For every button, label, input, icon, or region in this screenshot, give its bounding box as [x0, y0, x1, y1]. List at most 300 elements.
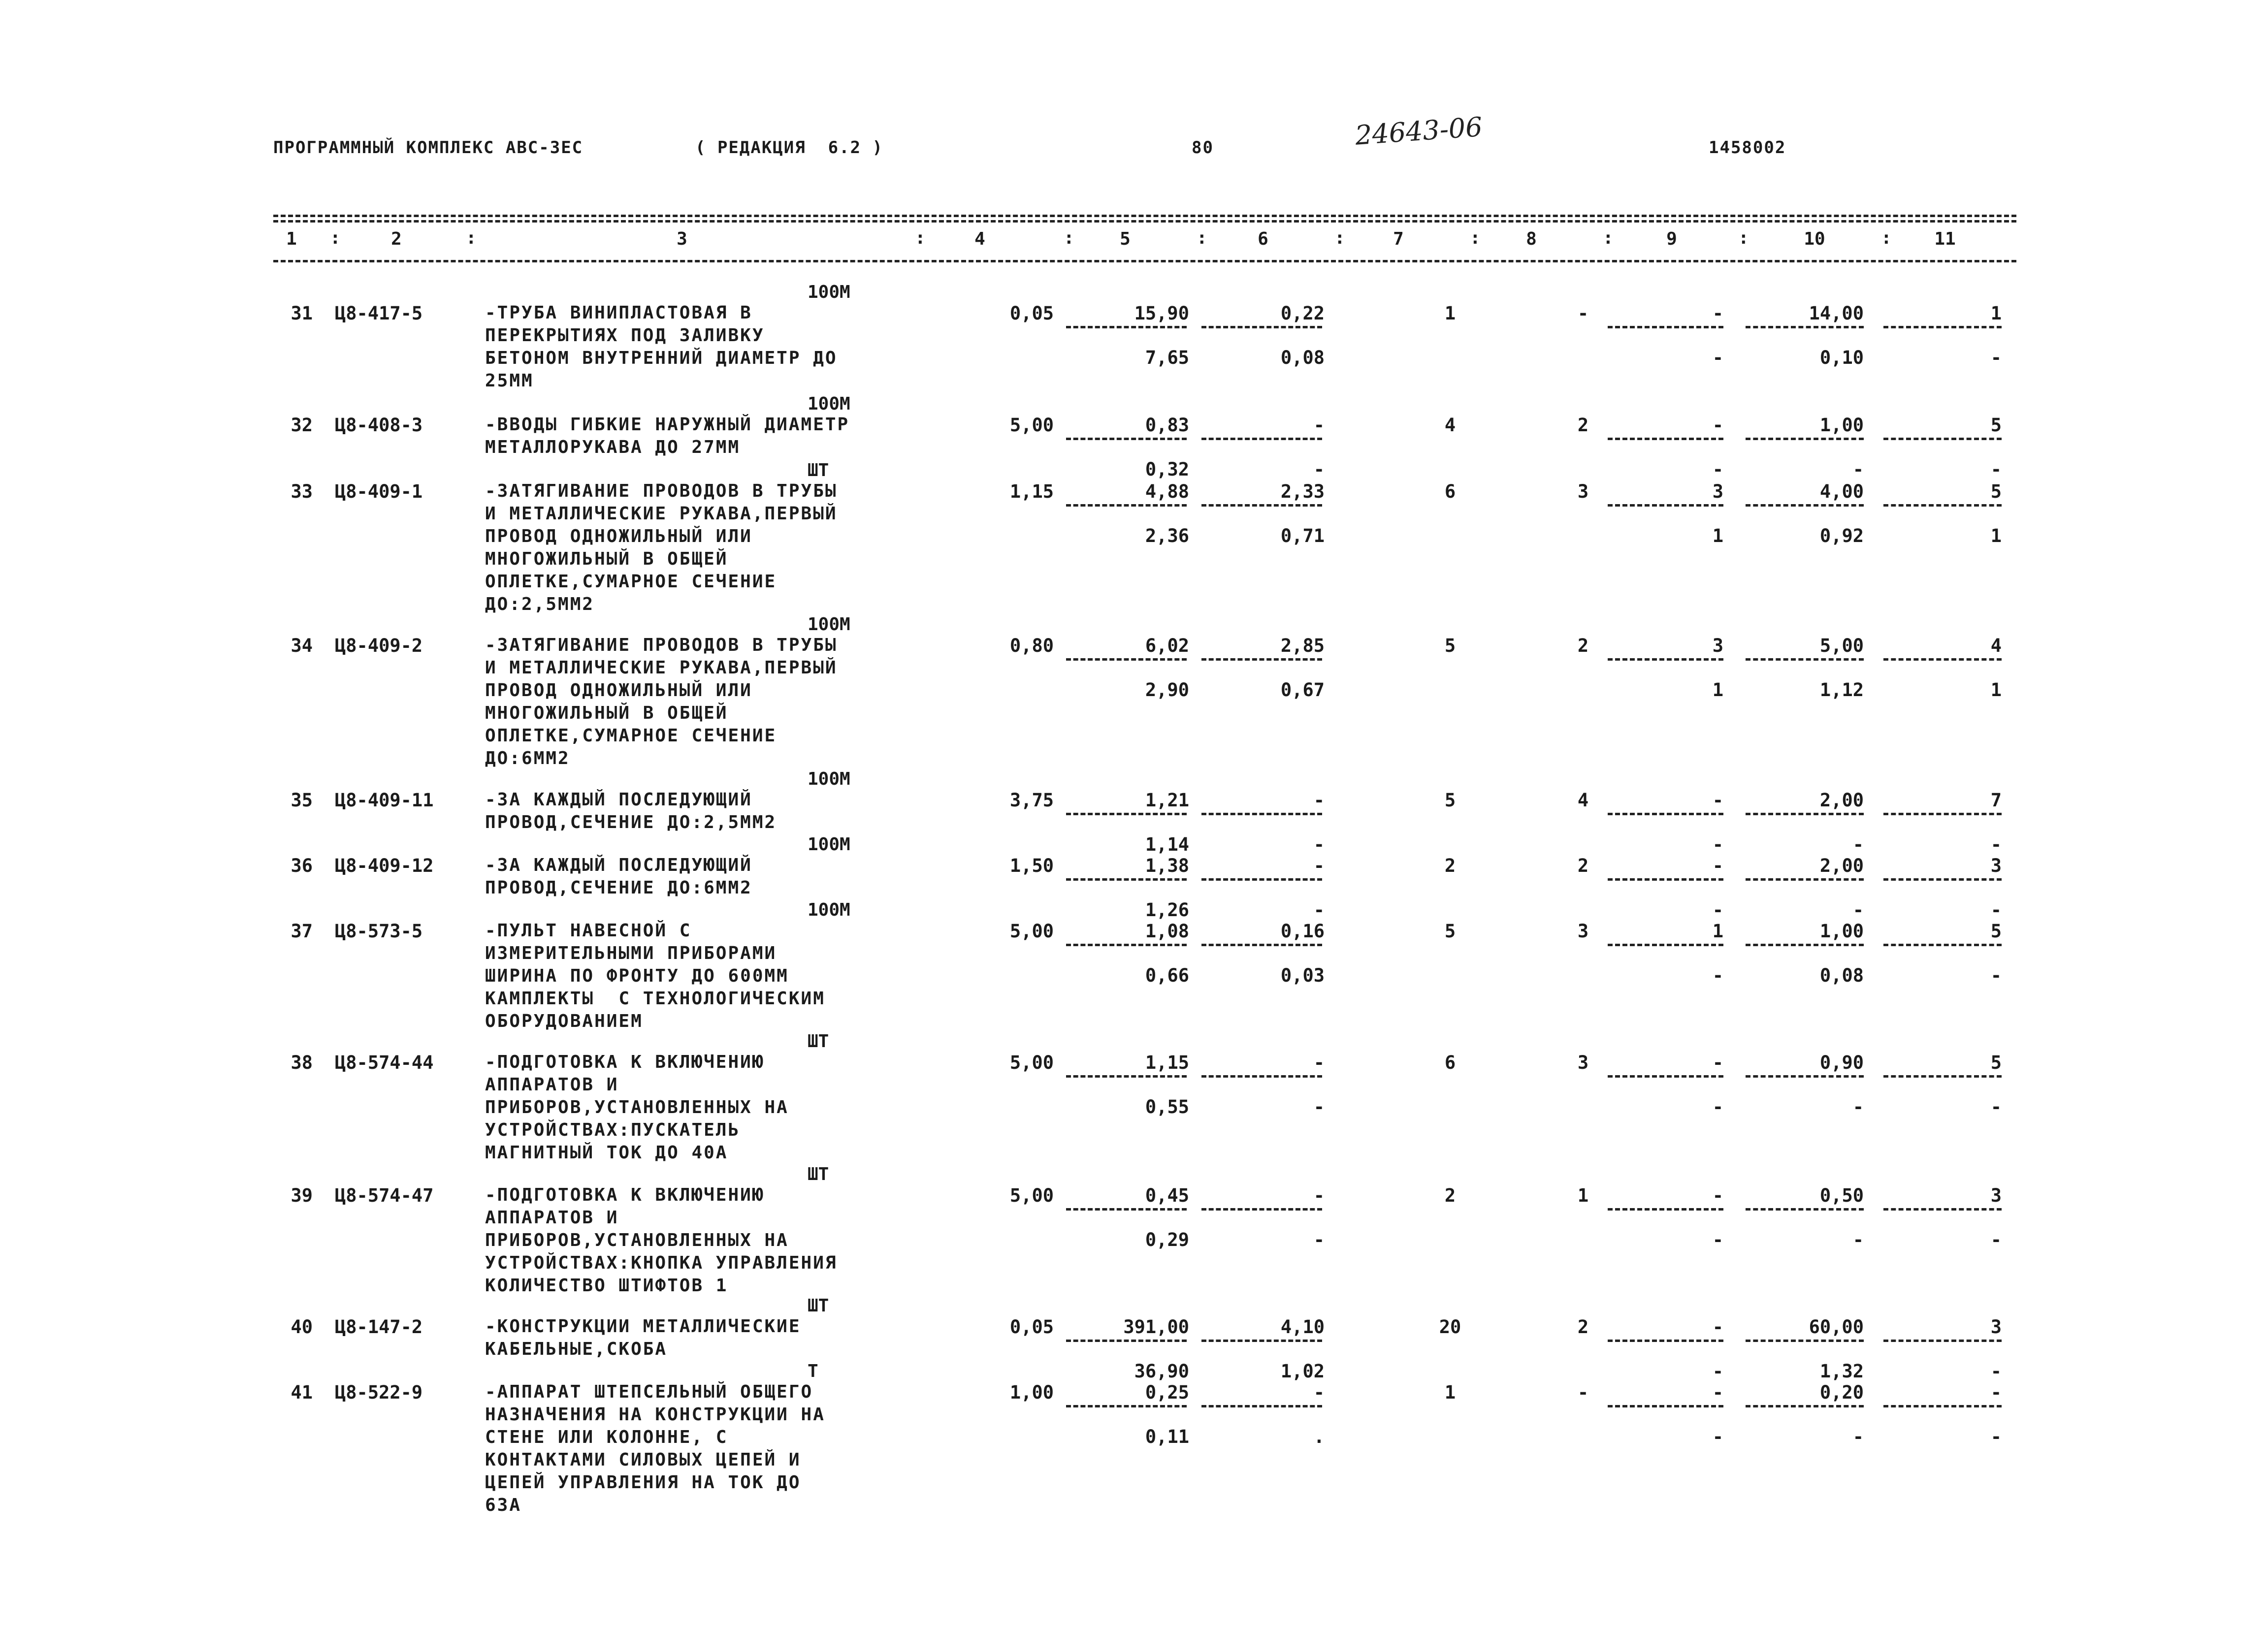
value-divider: [1746, 813, 1864, 815]
work-description: ПРОВОД,СЕЧЕНИЕ ДО:2,5ММ2: [485, 812, 777, 832]
work-description: ИЗМЕРИТЕЛЬНЫМИ ПРИБОРАМИ: [485, 943, 777, 963]
value-c4: 1,15: [1009, 481, 1054, 502]
row-number: 41: [291, 1382, 313, 1403]
value-c5-lower: 2,36: [1145, 525, 1189, 546]
value-c10: 0,90: [1819, 1052, 1864, 1073]
value-c5: 391,00: [1123, 1316, 1189, 1338]
value-divider: [1201, 1405, 1322, 1407]
work-description: ОПЛЕТКЕ,СУМАРНОЕ СЕЧЕНИЕ: [485, 572, 777, 592]
work-description: КАМПЛЕКТЫ С ТЕХНОЛОГИЧЕСКИМ: [485, 989, 825, 1009]
value-c7: 5: [1444, 635, 1456, 656]
column-number: 4: [974, 229, 985, 249]
value-c6: 0,22: [1280, 303, 1325, 324]
value-divider: [1066, 1075, 1187, 1078]
value-c8: 3: [1577, 921, 1589, 942]
value-divider: [1883, 438, 2002, 440]
work-description: СТЕНЕ ИЛИ КОЛОННЕ, С: [485, 1427, 728, 1447]
unit-label: 100М: [808, 394, 850, 414]
work-description: АППАРАТОВ И: [485, 1075, 619, 1095]
work-description: И МЕТАЛЛИЧЕСКИЕ РУКАВА,ПЕРВЫЙ: [485, 504, 838, 524]
work-description: ОПЛЕТКЕ,СУМАРНОЕ СЕЧЕНИЕ: [485, 726, 777, 746]
row-number: 34: [291, 635, 313, 656]
value-c11: 1: [1990, 303, 2002, 324]
value-c10: 0,20: [1819, 1382, 1864, 1403]
value-divider: [1746, 504, 1864, 507]
value-c5: 1,38: [1145, 855, 1189, 876]
value-c9: -: [1712, 1316, 1723, 1338]
value-c5-lower: 1,26: [1145, 899, 1189, 921]
value-c8: -: [1577, 1382, 1589, 1403]
value-divider: [1201, 1340, 1322, 1342]
value-c9: -: [1712, 855, 1723, 876]
value-c9: -: [1712, 1185, 1723, 1206]
value-c11: 3: [1990, 855, 2002, 876]
value-c4: 0,05: [1009, 303, 1054, 324]
row-number: 35: [291, 790, 313, 811]
value-divider: [1608, 944, 1723, 946]
work-description: -ЗА КАЖДЫЙ ПОСЛЕДУЮЩИЙ: [485, 855, 752, 875]
value-c11-lower: -: [1990, 459, 2002, 480]
value-c11: 5: [1990, 481, 2002, 502]
handwritten-number: 24643-06: [1354, 111, 1484, 151]
value-c11-lower: -: [1990, 347, 2002, 368]
value-c8: 4: [1577, 790, 1589, 811]
value-c6-lower: 0,71: [1280, 525, 1325, 546]
row-number: 31: [291, 303, 313, 324]
value-c5: 1,08: [1145, 921, 1189, 942]
column-separator: :: [1334, 228, 1345, 248]
value-c4: 0,05: [1009, 1316, 1054, 1338]
work-description: МНОГОЖИЛЬНЫЙ В ОБЩЕЙ: [485, 549, 728, 569]
value-c10: 14,00: [1809, 303, 1864, 324]
value-c6-lower: -: [1313, 899, 1325, 921]
value-c4: 5,00: [1009, 1052, 1054, 1073]
table-header-rule: [273, 260, 2016, 262]
value-divider: [1883, 1340, 2002, 1342]
value-c11: -: [1990, 1382, 2002, 1403]
work-description: ПРОВОД,СЕЧЕНИЕ ДО:6ММ2: [485, 878, 752, 898]
work-description: КОНТАКТАМИ СИЛОВЫХ ЦЕПЕЙ И: [485, 1450, 801, 1470]
value-c9: -: [1712, 790, 1723, 811]
value-c7: 6: [1444, 1052, 1456, 1073]
rate-code: Ц8-573-5: [335, 921, 423, 942]
work-description: ОБОРУДОВАНИЕМ: [485, 1011, 643, 1031]
rate-code: Ц8-409-2: [335, 635, 423, 656]
value-c10-lower: -: [1852, 1096, 1864, 1117]
value-divider: [1201, 504, 1322, 507]
value-c10: 2,00: [1819, 790, 1864, 811]
work-description: АППАРАТОВ И: [485, 1208, 619, 1228]
value-divider: [1201, 658, 1322, 661]
work-description: -ПУЛЬТ НАВЕСНОЙ С: [485, 921, 692, 941]
value-divider: [1066, 1405, 1187, 1407]
value-divider: [1883, 813, 2002, 815]
value-c5-lower: 0,55: [1145, 1096, 1189, 1117]
column-number: 7: [1393, 229, 1404, 249]
value-c5-lower: 2,90: [1145, 679, 1189, 701]
value-divider: [1201, 1208, 1322, 1211]
value-c11-lower: -: [1990, 1096, 2002, 1117]
value-divider: [1883, 326, 2002, 328]
value-divider: [1883, 504, 2002, 507]
work-description: БЕТОНОМ ВНУТРЕННИЙ ДИАМЕТР ДО: [485, 348, 838, 368]
value-c4: 0,80: [1009, 635, 1054, 656]
value-c10: 5,00: [1819, 635, 1864, 656]
value-c7: 20: [1439, 1316, 1461, 1338]
value-c10: 1,00: [1819, 415, 1864, 436]
value-c10-lower: 0,08: [1819, 965, 1864, 986]
unit-label: 100М: [808, 614, 850, 635]
value-c9-lower: -: [1712, 965, 1723, 986]
value-c5: 1,15: [1145, 1052, 1189, 1073]
value-divider: [1201, 813, 1322, 815]
page-number: 80: [1192, 138, 1214, 158]
value-divider: [1608, 438, 1723, 440]
value-c7: 2: [1444, 1185, 1456, 1206]
value-c9: 3: [1712, 635, 1723, 656]
value-c10-lower: 0,92: [1819, 525, 1864, 546]
column-number: 1: [286, 229, 297, 249]
work-description: МАГНИТНЫЙ ТОК ДО 40А: [485, 1143, 728, 1163]
value-c11-lower: 1: [1990, 679, 2002, 701]
value-c5-lower: 0,32: [1145, 459, 1189, 480]
value-c5-lower: 0,29: [1145, 1229, 1189, 1250]
value-c4: 3,75: [1009, 790, 1054, 811]
edition-label: ( РЕДАКЦИЯ 6.2 ): [695, 138, 883, 158]
value-c9-lower: -: [1712, 834, 1723, 855]
value-c10: 4,00: [1819, 481, 1864, 502]
value-c6-lower: 0,08: [1280, 347, 1325, 368]
row-number: 36: [291, 855, 313, 876]
value-c9-lower: -: [1712, 899, 1723, 921]
value-c8: 2: [1577, 635, 1589, 656]
table-top-rule-2: [273, 220, 2016, 223]
work-description: -ВВОДЫ ГИБКИЕ НАРУЖНЫЙ ДИАМЕТР: [485, 415, 850, 435]
value-divider: [1746, 1075, 1864, 1078]
value-c7: 5: [1444, 921, 1456, 942]
value-divider: [1608, 504, 1723, 507]
value-c4: 5,00: [1009, 1185, 1054, 1206]
value-divider: [1608, 1208, 1723, 1211]
column-separator: :: [915, 228, 926, 248]
program-title: ПРОГРАММНЫЙ КОМПЛЕКС АВС-3ЕС: [273, 138, 583, 158]
value-c7: 2: [1444, 855, 1456, 876]
value-divider: [1608, 813, 1723, 815]
value-c6: -: [1313, 1382, 1325, 1403]
value-c11-lower: -: [1990, 899, 2002, 921]
value-c5-lower: 7,65: [1145, 347, 1189, 368]
column-separator: :: [466, 228, 477, 248]
row-number: 33: [291, 481, 313, 502]
document-code: 1458002: [1709, 138, 1786, 158]
rate-code: Ц8-147-2: [335, 1316, 423, 1338]
column-separator: :: [330, 228, 341, 248]
column-number: 8: [1526, 229, 1537, 249]
value-c9-lower: 1: [1712, 679, 1723, 701]
value-c5: 0,45: [1145, 1185, 1189, 1206]
work-description: КОЛИЧЕСТВО ШТИФТОВ 1: [485, 1276, 728, 1296]
unit-label: ШТ: [808, 1164, 829, 1184]
value-c11-lower: -: [1990, 1426, 2002, 1447]
value-divider: [1883, 944, 2002, 946]
work-description: И МЕТАЛЛИЧЕСКИЕ РУКАВА,ПЕРВЫЙ: [485, 658, 838, 678]
value-c7: 5: [1444, 790, 1456, 811]
value-c10-lower: 1,32: [1819, 1361, 1864, 1382]
rate-code: Ц8-409-12: [335, 855, 434, 876]
value-divider: [1066, 944, 1187, 946]
value-c5: 4,88: [1145, 481, 1189, 502]
work-description: КАБЕЛЬНЫЕ,СКОБА: [485, 1339, 668, 1359]
row-number: 38: [291, 1052, 313, 1073]
value-c6: -: [1313, 855, 1325, 876]
rate-code: Ц8-574-47: [335, 1185, 434, 1206]
value-divider: [1746, 1405, 1864, 1407]
value-c6: -: [1313, 790, 1325, 811]
value-c5: 1,21: [1145, 790, 1189, 811]
value-c6-lower: -: [1313, 459, 1325, 480]
value-c8: 2: [1577, 855, 1589, 876]
value-divider: [1066, 658, 1187, 661]
value-c5-lower: 0,11: [1145, 1426, 1189, 1447]
value-c8: 2: [1577, 415, 1589, 436]
unit-label: ШТ: [808, 1296, 829, 1316]
value-divider: [1883, 1405, 2002, 1407]
column-number: 11: [1934, 229, 1956, 249]
rate-code: Ц8-574-44: [335, 1052, 434, 1073]
value-divider: [1066, 326, 1187, 328]
value-c10-lower: 1,12: [1819, 679, 1864, 701]
value-c4: 5,00: [1009, 921, 1054, 942]
value-c5: 0,83: [1145, 415, 1189, 436]
column-number: 2: [391, 229, 402, 249]
value-c9-lower: -: [1712, 1096, 1723, 1117]
value-c11-lower: -: [1990, 1361, 2002, 1382]
value-divider: [1883, 658, 2002, 661]
value-c10-lower: -: [1852, 834, 1864, 855]
value-c9: -: [1712, 303, 1723, 324]
value-c8: 1: [1577, 1185, 1589, 1206]
value-c4: 1,00: [1009, 1382, 1054, 1403]
value-c10: 60,00: [1809, 1316, 1864, 1338]
value-c6-lower: 1,02: [1280, 1361, 1325, 1382]
value-c11: 5: [1990, 415, 2002, 436]
value-divider: [1608, 1340, 1723, 1342]
value-c9: -: [1712, 1052, 1723, 1073]
value-divider: [1201, 1075, 1322, 1078]
value-c6: -: [1313, 415, 1325, 436]
value-divider: [1608, 1075, 1723, 1078]
value-divider: [1883, 878, 2002, 881]
value-c8: -: [1577, 303, 1589, 324]
row-number: 39: [291, 1185, 313, 1206]
value-divider: [1746, 658, 1864, 661]
work-description: 25ММ: [485, 371, 534, 391]
value-divider: [1066, 878, 1187, 881]
work-description: ПРОВОД ОДНОЖИЛЬНЫЙ ИЛИ: [485, 680, 752, 701]
value-c6-lower: 0,67: [1280, 679, 1325, 701]
value-divider: [1201, 438, 1322, 440]
value-c6-lower: 0,03: [1280, 965, 1325, 986]
value-divider: [1608, 658, 1723, 661]
value-c7: 1: [1444, 303, 1456, 324]
value-divider: [1746, 878, 1864, 881]
work-description: ПРОВОД ОДНОЖИЛЬНЫЙ ИЛИ: [485, 526, 752, 546]
value-c5-lower: 0,66: [1145, 965, 1189, 986]
work-description: -ЗАТЯГИВАНИЕ ПРОВОДОВ В ТРУБЫ: [485, 481, 838, 501]
value-divider: [1066, 438, 1187, 440]
column-number: 3: [677, 229, 687, 249]
value-c10-lower: -: [1852, 1229, 1864, 1250]
work-description: -АППАРАТ ШТЕПСЕЛЬНЫЙ ОБЩЕГО: [485, 1382, 813, 1402]
value-c9: 1: [1712, 921, 1723, 942]
value-divider: [1608, 1405, 1723, 1407]
row-number: 32: [291, 415, 313, 436]
column-separator: :: [1064, 228, 1074, 248]
value-c9: 3: [1712, 481, 1723, 502]
work-description: ПРИБОРОВ,УСТАНОВЛЕННЫХ НА: [485, 1097, 789, 1117]
value-divider: [1066, 1340, 1187, 1342]
value-c6: -: [1313, 1052, 1325, 1073]
value-c9: -: [1712, 415, 1723, 436]
work-description: УСТРОЙСТВАХ:КНОПКА УПРАВЛЕНИЯ: [485, 1253, 838, 1273]
value-divider: [1066, 1208, 1187, 1211]
value-c8: 3: [1577, 481, 1589, 502]
rate-code: Ц8-409-1: [335, 481, 423, 502]
unit-label: ШТ: [808, 1031, 829, 1052]
value-c11: 5: [1990, 921, 2002, 942]
value-divider: [1608, 326, 1723, 328]
value-c10: 0,50: [1819, 1185, 1864, 1206]
value-c5: 6,02: [1145, 635, 1189, 656]
value-c11-lower: -: [1990, 965, 2002, 986]
work-description: -ПОДГОТОВКА К ВКЛЮЧЕНИЮ: [485, 1185, 765, 1205]
unit-label: ШТ: [808, 460, 829, 480]
value-divider: [1201, 326, 1322, 328]
column-number: 6: [1258, 229, 1268, 249]
column-separator: :: [1197, 228, 1207, 248]
column-separator: :: [1738, 228, 1749, 248]
work-description: ЦЕПЕЙ УПРАВЛЕНИЯ НА ТОК ДО: [485, 1472, 801, 1493]
value-c10-lower: -: [1852, 459, 1864, 480]
unit-label: 100М: [808, 900, 850, 920]
column-separator: :: [1470, 228, 1481, 248]
value-divider: [1746, 1208, 1864, 1211]
value-c7: 4: [1444, 415, 1456, 436]
column-number: 5: [1120, 229, 1131, 249]
value-c9-lower: -: [1712, 1361, 1723, 1382]
value-c11-lower: -: [1990, 834, 2002, 855]
value-c5-lower: 1,14: [1145, 834, 1189, 855]
value-divider: [1066, 504, 1187, 507]
value-c10-lower: 0,10: [1819, 347, 1864, 368]
work-description: -ЗА КАЖДЫЙ ПОСЛЕДУЮЩИЙ: [485, 790, 752, 810]
value-c5: 0,25: [1145, 1382, 1189, 1403]
work-description: -ПОДГОТОВКА К ВКЛЮЧЕНИЮ: [485, 1052, 765, 1072]
unit-label: Т: [808, 1361, 818, 1381]
value-c5: 15,90: [1134, 303, 1189, 324]
value-divider: [1608, 878, 1723, 881]
row-number: 37: [291, 921, 313, 942]
work-description: МНОГОЖИЛЬНЫЙ В ОБЩЕЙ: [485, 703, 728, 723]
unit-label: 100М: [808, 834, 850, 855]
value-c11: 3: [1990, 1185, 2002, 1206]
unit-label: 100М: [808, 769, 850, 789]
value-c6: 2,33: [1280, 481, 1325, 502]
value-c5-lower: 36,90: [1134, 1361, 1189, 1382]
value-c6-lower: .: [1313, 1426, 1325, 1447]
rate-code: Ц8-408-3: [335, 415, 423, 436]
value-c7: 1: [1444, 1382, 1456, 1403]
value-c11-lower: -: [1990, 1229, 2002, 1250]
value-c6-lower: -: [1313, 834, 1325, 855]
value-c11-lower: 1: [1990, 525, 2002, 546]
value-c11: 5: [1990, 1052, 2002, 1073]
value-c4: 5,00: [1009, 415, 1054, 436]
value-c8: 2: [1577, 1316, 1589, 1338]
work-description: 63А: [485, 1495, 522, 1515]
column-number: 9: [1666, 229, 1677, 249]
value-c10: 1,00: [1819, 921, 1864, 942]
column-number: 10: [1804, 229, 1825, 249]
work-description: УСТРОЙСТВАХ:ПУСКАТЕЛЬ: [485, 1120, 741, 1140]
value-c9-lower: -: [1712, 1229, 1723, 1250]
work-description: -КОНСТРУКЦИИ МЕТАЛЛИЧЕСКИЕ: [485, 1316, 801, 1337]
value-c11: 3: [1990, 1316, 2002, 1338]
value-divider: [1746, 1340, 1864, 1342]
work-description: ШИРИНА ПО ФРОНТУ ДО 600ММ: [485, 966, 789, 986]
work-description: НАЗНАЧЕНИЯ НА КОНСТРУКЦИИ НА: [485, 1405, 825, 1425]
unit-label: 100М: [808, 282, 850, 302]
value-divider: [1066, 813, 1187, 815]
value-c6: 4,10: [1280, 1316, 1325, 1338]
value-c6-lower: -: [1313, 1229, 1325, 1250]
rate-code: Ц8-417-5: [335, 303, 423, 324]
value-c9-lower: -: [1712, 1426, 1723, 1447]
value-divider: [1201, 878, 1322, 881]
work-description: -ТРУБА ВИНИПЛАСТОВАЯ В: [485, 303, 752, 323]
work-description: -ЗАТЯГИВАНИЕ ПРОВОДОВ В ТРУБЫ: [485, 635, 838, 655]
value-c9-lower: 1: [1712, 525, 1723, 546]
column-separator: :: [1881, 228, 1892, 248]
value-c6: 0,16: [1280, 921, 1325, 942]
work-description: МЕТАЛЛОРУКАВА ДО 27ММ: [485, 437, 741, 457]
work-description: ДО:6ММ2: [485, 748, 570, 768]
table-top-rule: [273, 215, 2016, 217]
value-c6: 2,85: [1280, 635, 1325, 656]
row-number: 40: [291, 1316, 313, 1338]
value-c8: 3: [1577, 1052, 1589, 1073]
value-divider: [1746, 326, 1864, 328]
value-divider: [1883, 1208, 2002, 1211]
rate-code: Ц8-522-9: [335, 1382, 423, 1403]
column-separator: :: [1603, 228, 1614, 248]
value-divider: [1746, 944, 1864, 946]
value-c4: 1,50: [1009, 855, 1054, 876]
value-c9-lower: -: [1712, 459, 1723, 480]
value-c9: -: [1712, 1382, 1723, 1403]
value-c11: 4: [1990, 635, 2002, 656]
work-description: ПЕРЕКРЫТИЯХ ПОД ЗАЛИВКУ: [485, 325, 765, 346]
value-c10-lower: -: [1852, 1426, 1864, 1447]
value-c9-lower: -: [1712, 347, 1723, 368]
value-c11: 7: [1990, 790, 2002, 811]
work-description: ДО:2,5ММ2: [485, 594, 595, 614]
rate-code: Ц8-409-11: [335, 790, 434, 811]
value-c10: 2,00: [1819, 855, 1864, 876]
work-description: ПРИБОРОВ,УСТАНОВЛЕННЫХ НА: [485, 1230, 789, 1250]
value-c6: -: [1313, 1185, 1325, 1206]
value-c6-lower: -: [1313, 1096, 1325, 1117]
